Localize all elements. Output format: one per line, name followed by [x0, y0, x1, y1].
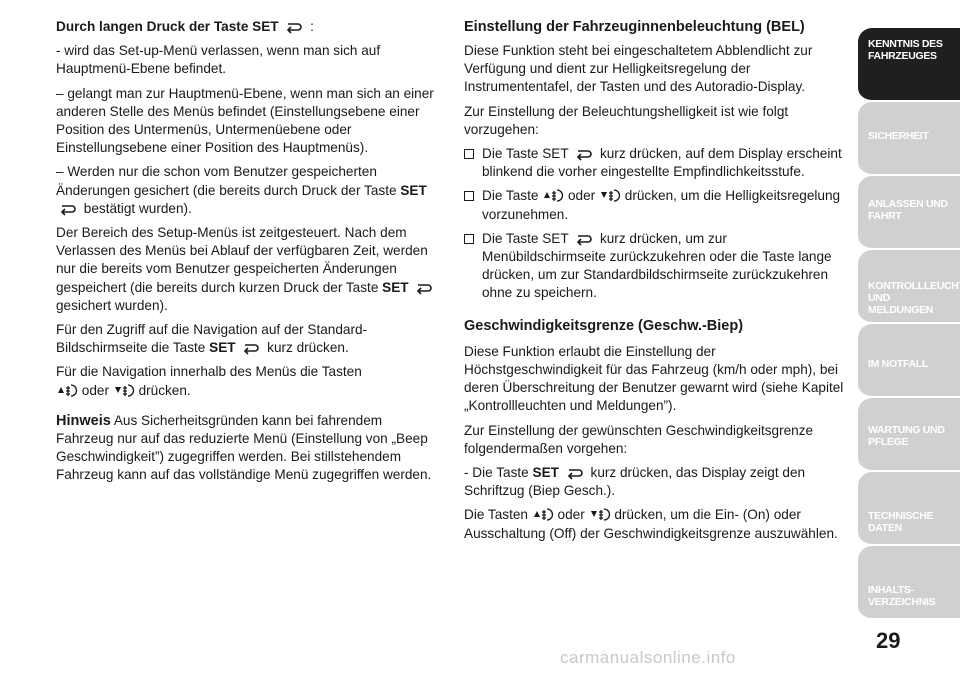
text: kurz drücken, um zur Menübildschirmseite zurückzukehren oder die Taste lange drücken, um zur Standardbildschirmseite zurückzukehren ohne zu speichern.	[482, 230, 832, 301]
text: kurz drücken.	[267, 340, 349, 356]
text: oder	[81, 382, 109, 398]
watermark: carmanualsonline.info	[560, 648, 736, 667]
list-item	[464, 187, 849, 223]
tab-label: PFLEGE	[868, 436, 909, 448]
tab-wartung-und-pflege[interactable]	[858, 398, 960, 472]
tab-im-notfall[interactable]	[858, 324, 960, 398]
bold-text: Durch langen Druck der Taste SET	[56, 19, 279, 34]
return-arrow-icon	[415, 282, 433, 293]
text: bestätigt wurden).	[83, 200, 192, 216]
note-text: Aus Sicherheitsgründen kann bei fahrendem Fahrzeug nur auf das reduzierte Menü (Einstellung von „Beep Geschwindigkeit”) zugegriffen werden. Bei stillstehendem Fahrzeug kann auf das vollständige Menü zugegriffen werden.	[56, 412, 432, 483]
paragraph	[464, 464, 849, 500]
tab-label: KENNTNIS DES	[868, 38, 943, 50]
paragraph: Diese Funktion erlaubt die Einstellung der Höchstgeschwindigkeit für das Fahrzeug (km/h oder mph), bei deren Überschreitung der Benutzer gewarnt wird (siehe Kapitel „Kontrollleuchten und Meldungen”).	[464, 343, 844, 414]
set-key-label: SET	[532, 465, 559, 481]
tab-label: VERZEICHNIS	[868, 596, 936, 608]
text: gesichert wurden).	[56, 297, 168, 313]
down-arrow-sun-icon	[590, 507, 610, 522]
chapter-tabs	[858, 0, 979, 678]
left-column	[56, 18, 442, 491]
tab-label: SICHERHEIT	[868, 130, 929, 142]
up-arrow-sun-icon	[543, 188, 563, 203]
paragraph	[56, 363, 442, 399]
tab-label: WARTUNG UND	[868, 424, 945, 436]
return-arrow-icon	[575, 148, 593, 159]
return-arrow-icon	[285, 21, 303, 32]
paragraph	[56, 321, 442, 357]
text: oder	[557, 507, 585, 523]
return-arrow-icon	[566, 467, 584, 478]
text: Die Taste SET	[482, 230, 569, 246]
tab-label: FAHRT	[868, 210, 902, 222]
tab-label: UND MELDUNGEN	[868, 292, 933, 316]
text: drücken.	[138, 382, 191, 398]
tab-kenntnis-des-fahrzeuges[interactable]	[858, 28, 960, 102]
text: Die Taste SET	[482, 146, 569, 162]
tab-kontrollleuchten-und-meldungen[interactable]	[858, 250, 979, 324]
up-arrow-sun-icon	[57, 383, 77, 398]
text: Die Tasten	[464, 507, 528, 523]
text: Für den Zugriff auf die Navigation auf der Standard-Bildschirmseite die Taste	[56, 322, 368, 356]
section-heading: Einstellung der Fahrzeuginnenbeleuchtung (BEL)	[464, 19, 805, 35]
paragraph	[56, 224, 442, 315]
down-arrow-sun-icon	[600, 188, 620, 203]
text: Der Bereich des Setup-Menüs ist zeitgesteuert. Nach dem Verlassen des Menüs bei Ablauf der verfügbaren Zeit, werden nur die bereits vom Benutzer gespeicherten Änderungen gespeichert (die bereits durch kurzen Druck der Taste	[56, 225, 428, 295]
paragraph: - wird das Set-up-Menü verlassen, wenn man sich auf Hauptmenü-Ebene befindet.	[56, 43, 381, 77]
list-item	[464, 230, 849, 303]
paragraph: – gelangt man zur Hauptmenü-Ebene, wenn man sich an einer anderen Stelle des Menüs befindet (Einstellungsebene einer Position des Untermenüs, Untermenüebene oder Einstellungsebene einer Position des Hauptmenüs).	[56, 85, 434, 156]
text: drücken, um die Ein- (On) oder Ausschaltung (Off) der Geschwindigkeitsgrenze auszuwählen.	[464, 507, 838, 541]
tab-anlassen-und-fahrt[interactable]	[858, 176, 960, 250]
paragraph	[464, 506, 849, 542]
text: Für die Navigation innerhalb des Menüs die Tasten	[56, 364, 362, 380]
set-key-label: SET	[382, 279, 409, 295]
list-item	[464, 145, 849, 181]
tab-label: FAHRZEUGES	[868, 50, 937, 62]
paragraph	[56, 18, 442, 36]
tab-sicherheit[interactable]	[858, 102, 960, 176]
page-number: 29	[876, 628, 901, 653]
tab-technische-daten[interactable]	[858, 472, 960, 546]
checkbox-bullet-icon	[464, 149, 474, 159]
return-arrow-icon	[242, 342, 260, 353]
section-heading: Geschwindigkeitsgrenze (Geschw.-Biep)	[464, 317, 744, 334]
set-key-label: SET	[209, 340, 236, 356]
right-column	[464, 18, 849, 549]
text: oder	[567, 188, 596, 204]
text: kurz drücken, das Display zeigt den Schriftzug (Biep Gesch.).	[464, 465, 806, 499]
note-paragraph	[56, 412, 442, 485]
paragraph	[56, 163, 442, 218]
tab-label: TECHNISCHE DATEN	[868, 510, 934, 534]
down-arrow-sun-icon	[114, 383, 134, 398]
text: Die Taste	[482, 188, 539, 204]
text: :	[310, 19, 314, 34]
up-arrow-sun-icon	[533, 507, 553, 522]
checkbox-bullet-icon	[464, 191, 474, 201]
text: – Werden nur die schon vom Benutzer gespeicherten Änderungen gesichert (die bereits durch Druck der Taste	[56, 164, 397, 198]
text: kurz drücken, auf dem Display erscheint blinkend die vorher eingestellte Empfindlichkeitsstufe.	[482, 146, 842, 180]
return-arrow-icon	[575, 233, 593, 244]
tab-label: KONTROLLLEUCHTEN	[868, 280, 979, 292]
tab-label: ANLASSEN UND	[868, 198, 948, 210]
tab-inhaltsverzeichnis[interactable]	[858, 546, 960, 620]
checkbox-bullet-icon	[464, 234, 474, 244]
paragraph: Diese Funktion steht bei eingeschaltetem Abblendlicht zur Verfügung und dient zur Helligkeitsregelung der Instrumententafel, der Tasten und des Autoradio-Display.	[464, 43, 813, 95]
text: drücken, um die Helligkeitsregelung vorzunehmen.	[482, 188, 841, 222]
return-arrow-icon	[59, 203, 77, 214]
paragraph: Zur Einstellung der Beleuchtungshelligkeit ist wie folgt vorzugehen:	[464, 103, 789, 137]
note-label: Hinweis	[56, 412, 111, 429]
paragraph: Zur Einstellung der gewünschten Geschwindigkeitsgrenze folgendermaßen vorgehen:	[464, 422, 814, 456]
tab-label: IM NOTFALL	[868, 358, 928, 370]
tab-label: INHALTS-	[868, 584, 914, 596]
text: - Die Taste	[464, 465, 529, 481]
set-key-label: SET	[400, 182, 427, 198]
